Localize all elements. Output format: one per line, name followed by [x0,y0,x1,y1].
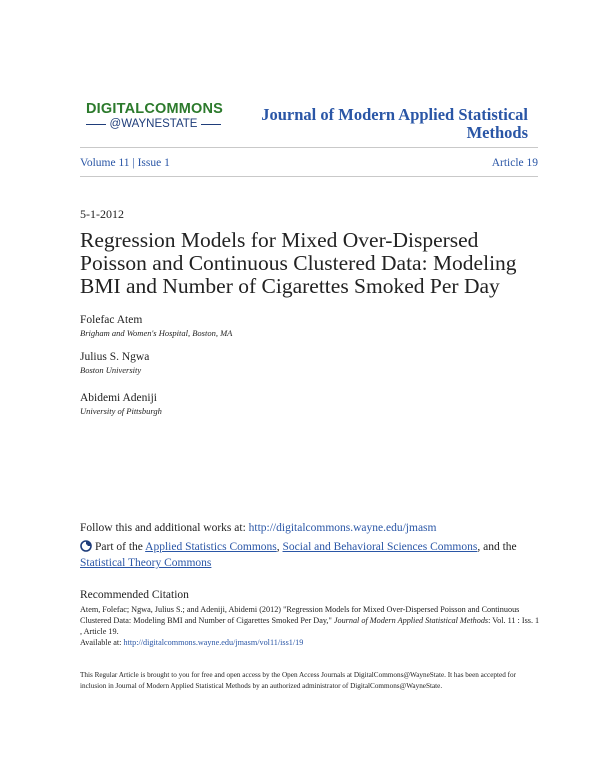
recommended-citation-heading: Recommended Citation [80,589,189,601]
author-name: Abidemi Adeniji [80,392,157,404]
article-number-link[interactable]: Article 19 [491,157,538,169]
part-of-and-the: , and the [477,541,517,553]
part-of-comma: , [276,541,280,553]
citation-url-link[interactable]: http://digitalcommons.wayne.edu/jmasm/vol11/iss1/19 [123,638,304,647]
part-of-commons [80,540,540,570]
citation-volume: : Vol. 11 : Iss. 1 , Article 19. [80,616,540,636]
journal-title-line2: Methods [466,123,528,142]
recommended-citation-text [80,604,542,648]
follow-prefix: Follow this and additional works at: [80,522,246,534]
open-access-icon [80,540,92,556]
access-notice: This Regular Article is brought to you for free and open access by the Open Access Journals at DigitalCommons@WayneState. It has been accepted for inclusion in Journal of Modern Applied Statistical Methods by an authorized administrator of DigitalCommons@WayneState. [80,671,516,690]
volume-issue [80,157,170,169]
author-name: Julius S. Ngwa [80,351,150,363]
journal-title-link[interactable] [238,106,528,142]
citation-text: Atem, Folefac; Ngwa, Julius S.; and Adeniji, Abidemi (2012) "Regression Models for Mixed Over-Dispersed Poisson and Continuous Clustered Data: Modeling BMI and Number of Cigarettes Smoked Per Day," [80,605,520,625]
author-block [80,350,149,376]
applied-statistics-commons-link[interactable]: Applied Statistics Commons [145,541,277,553]
author-name: Folefac Atem [80,314,143,326]
publication-date: 5-1-2012 [80,207,124,221]
citation-available-prefix: Available at: [80,638,122,647]
author-block [80,313,232,339]
author-affiliation: Boston University [80,365,142,375]
journal-title-line1: Journal of Modern Applied Statistical [261,105,528,124]
volume-issue-separator: | [132,157,135,169]
logo-top-text: DIGITALCOMMONS [86,101,224,117]
social-behavioral-sciences-commons-link[interactable]: Social and Behavioral Sciences Commons [282,541,478,553]
logo-rule-right [201,124,221,125]
citation-journal: Journal of Modern Applied Statistical Methods [333,616,489,625]
part-of-prefix: Part of the [95,541,143,553]
article-title: Regression Models for Mixed Over-Dispersed Poisson and Continuous Clustered Data: Modeling BMI and Number of Cigarettes Smoked Per Day [80,228,517,298]
volume-link[interactable]: Volume 11 [80,157,130,169]
header-divider-top [80,147,538,148]
author-affiliation: University of Pittsburgh [80,406,162,416]
author-affiliation: Brigham and Women's Hospital, Boston, MA [80,328,233,338]
follow-line [80,522,436,534]
logo-rule-left [86,124,106,125]
logo-bottom-text: @WAYNESTATE [109,118,198,130]
author-block [80,391,162,417]
volume-issue-bar [80,157,538,169]
follow-url-link[interactable]: http://digitalcommons.wayne.edu/jmasm [248,522,437,534]
digitalcommons-logo[interactable] [86,101,224,130]
issue-link[interactable]: Issue 1 [137,157,170,169]
statistical-theory-commons-link[interactable]: Statistical Theory Commons [80,557,212,569]
header-divider-bottom [80,176,538,177]
logo-bottom-row [86,118,221,130]
